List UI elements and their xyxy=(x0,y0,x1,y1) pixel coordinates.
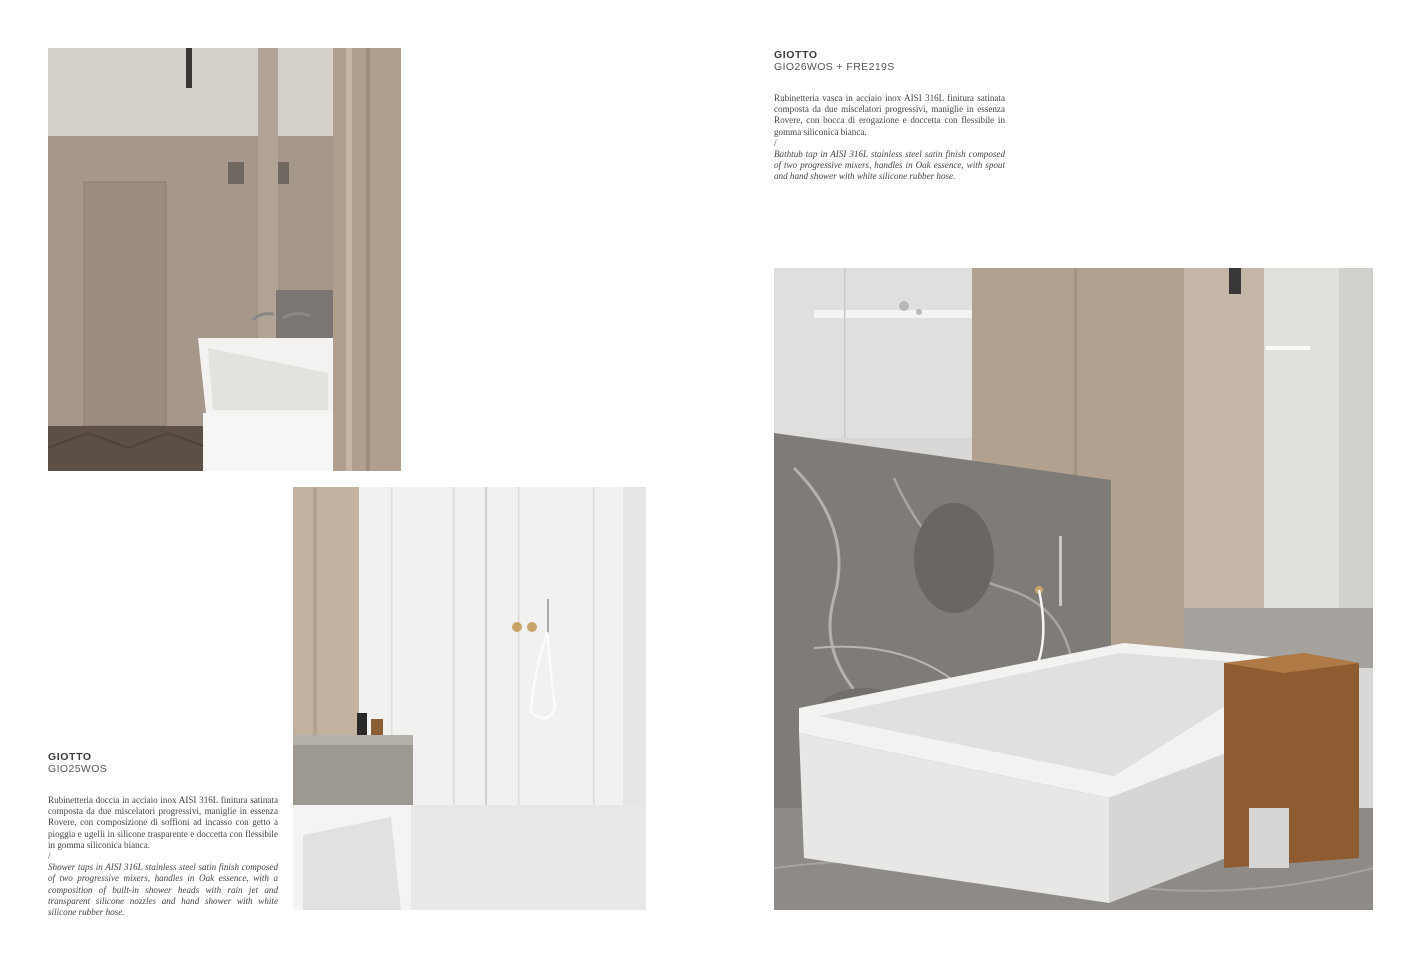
shower-photo xyxy=(293,487,646,910)
shower-product-code: GIO25WOS xyxy=(48,763,108,775)
bathtub-description-en: Bathtub tap in AISI 316L stainless steel satin finish composed of two progressive mixers, handles in Oak essence, with spout and hand shower with white silicone rubber hose. xyxy=(774,149,1005,182)
bathtub-photo xyxy=(774,268,1373,910)
bathtub-brand: GIOTTO xyxy=(774,49,818,61)
shower-description-en: Shower taps in AISI 316L stainless steel satin finish composed of two progressive mixers, handles in Oak essence, with a composition of built-in shower heads with rain jet and transparent silicone nozzles and hand shower with white silicone rubber hose. xyxy=(48,862,278,918)
bathtub-description-it: Rubinetteria vasca in acciaio inox AISI 316L finitura satinata composta da due miscelatori progressivi, maniglie in essenza Rovere, con bocca di erogazione e doccetta con flessibile in gomma siliconica bianca. xyxy=(774,93,1005,137)
bathtub-product-code: GIO26WOS + FRE219S xyxy=(774,61,895,73)
washbasin-photo xyxy=(48,48,401,471)
shower-description-it: Rubinetteria doccia in acciaio inox AISI 316L finitura satinata composta da due miscelatori progressivi, maniglie in essenza Rovere, con composizione di soffioni ad incasso con getto a pioggia e ugelli in silicone trasparente e doccetta con flessibile in gomma siliconica bianca. xyxy=(48,795,278,850)
shower-brand: GIOTTO xyxy=(48,751,92,763)
shower-product-info xyxy=(48,751,278,918)
bathtub-separator: / xyxy=(774,137,777,148)
shower-separator: / xyxy=(48,851,51,862)
bathtub-product-info xyxy=(774,49,1005,183)
